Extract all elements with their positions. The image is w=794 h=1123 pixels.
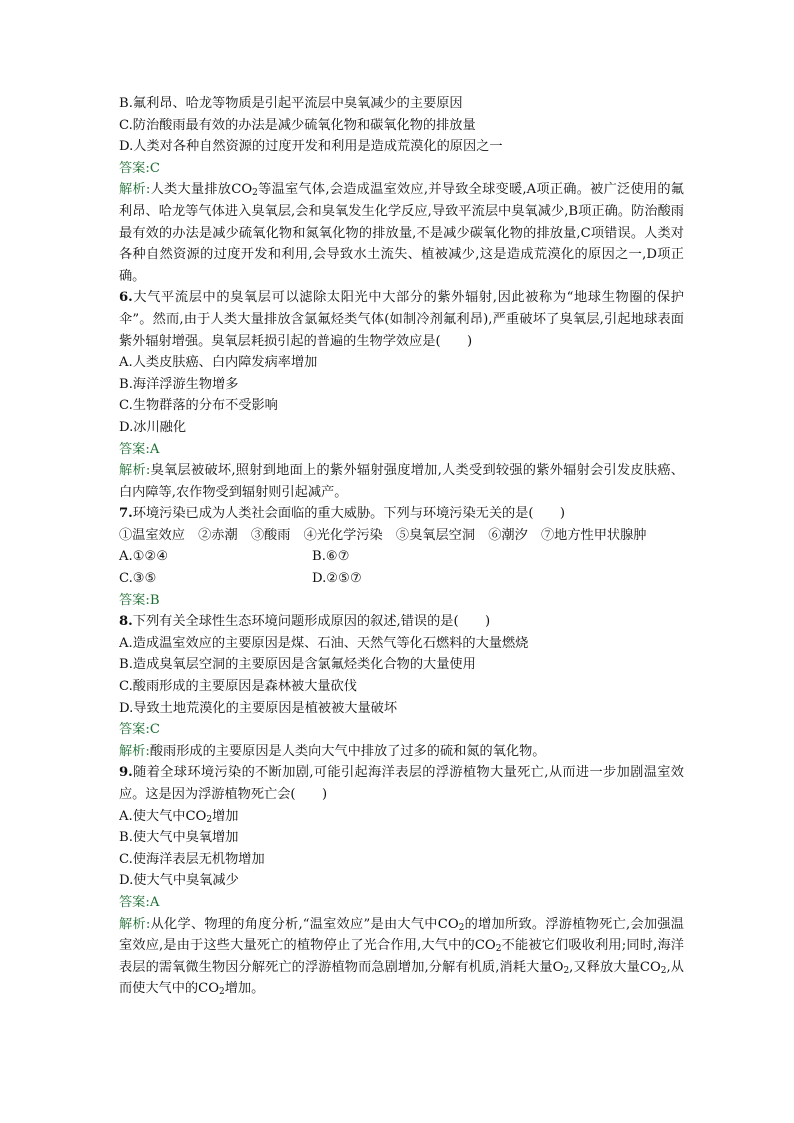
q7-answer: 答案:B <box>119 592 160 608</box>
q9-option-a-text-a: A.使大气中CO <box>119 808 207 824</box>
q8-option-c: C.酸雨形成的主要原因是森林被大量砍伐 <box>119 679 357 695</box>
q5-option-d: D.人类对各种自然资源的过度开发和利用是造成荒漠化的原因之一 <box>119 139 503 155</box>
q5-option-c: C.防治酸雨最有效的办法是减少硫氧化物和碳氧化物的排放量 <box>119 117 476 133</box>
q7-number: 7. <box>119 506 133 522</box>
q9-stem-text: 随着全球环境污染的不断加剧,可能引起海洋表层的浮游植物大量死亡,从而进一步加剧温室效应。这是因为浮游植物死亡会( ) <box>119 765 684 802</box>
q5-explanation-text-b: 等温室气体,会造成温室效应,并导致全球变暖,A项正确。被广泛使用的氟利昂、哈龙等气体进入臭氧层,会和臭氧发生化学反应,导致平流层中臭氧减少,B项正确。防治酸雨最有效的办法是减少硫氧化物和氮氧化物的排放量,不是减少碳氧化物的排放量,C项错误。人类对各种自然资源的过度开发和利用,会导致水土流失、植被减少,这是造成荒漠化的原因之一,D项正确。 <box>119 182 684 284</box>
q6-explanation-text: 臭氧层被破坏,照射到地面上的紫外辐射强度增加,人类受到较强的紫外辐射会引发皮肤癌、白内障等,农作物受到辐射则引起减产。 <box>119 463 684 500</box>
q8-explanation-label: 解析: <box>119 743 150 759</box>
q9-explanation-part-1: 从化学、物理的角度分析,“温室效应”是由大气中CO <box>150 916 459 932</box>
q7-option-b: B.⑥⑦ <box>312 549 350 565</box>
q5-option-b: B.氟利昂、哈龙等物质是引起平流层中臭氧减少的主要原因 <box>119 96 463 111</box>
subscript-2: 2 <box>219 987 225 998</box>
q6-answer: 答案:A <box>119 441 160 457</box>
q9-option-b: B.使大气中臭氧增加 <box>119 830 239 846</box>
q8-explanation-text: 酸雨形成的主要原因是人类向大气中排放了过多的硫和氮的氧化物。 <box>149 743 546 759</box>
document-page <box>119 93 684 1000</box>
q9-number: 9. <box>119 765 133 781</box>
subscript-2: 2 <box>206 814 213 825</box>
q6-option-c: C.生物群落的分布不受影响 <box>119 398 278 414</box>
q9-explanation-part-5: ,从而使大气中的CO <box>119 959 684 997</box>
q8-option-b: B.造成臭氧层空洞的主要原因是含氯氟烃类化合物的大量使用 <box>119 657 476 673</box>
q7-option-d: D.②⑤⑦ <box>312 571 362 587</box>
q6-number: 6. <box>119 290 133 306</box>
q6-explanation-label: 解析: <box>119 463 151 479</box>
q8-number: 8. <box>119 614 133 630</box>
q5-answer: 答案:C <box>119 160 160 176</box>
q7-options-row-2 <box>119 568 684 590</box>
q8-stem-text: 下列有关全球性生态环境问题形成原因的叙述,错误的是( ) <box>132 614 491 630</box>
q6-stem <box>119 287 684 352</box>
q6-option-b: B.海洋浮游生物增多 <box>119 376 239 392</box>
q9-explanation-part-2: 的增加所致。浮游植物死亡,会加强温室效应,是由于这些大量死亡的植物停止了光合作用,大气中的CO <box>119 916 684 954</box>
q8-stem <box>119 611 684 633</box>
q8-option-d: D.导致土地荒漠化的主要原因是植被被大量破坏 <box>119 700 398 716</box>
q7-option-c: C.③⑤ <box>119 571 157 587</box>
q5-explanation <box>119 179 684 287</box>
q9-stem <box>119 762 684 805</box>
q9-explanation-part-6: 增加。 <box>224 981 265 997</box>
subscript-2: 2 <box>252 188 258 199</box>
q7-options-row-1 <box>119 546 684 568</box>
q5-explanation-text-a: 人类大量排放CO <box>150 182 253 198</box>
q7-stem-text: 环境污染已成为人类社会面临的重大威胁。下列与环境污染无关的是( ) <box>132 506 566 522</box>
q6-option-a: A.人类皮肤癌、白内障发病率增加 <box>119 355 318 371</box>
q6-option-d: D.冰川融化 <box>119 419 187 435</box>
q7-items: ①温室效应 ②赤潮 ③酸雨 ④光化学污染 ⑤臭氧层空洞 ⑥潮汐 ⑦地方性甲状腺肿 <box>119 527 647 543</box>
q9-option-c: C.使海洋表层无机物增加 <box>119 851 265 867</box>
q6-stem-text: 大气平流层中的臭氧层可以滤除太阳光中大部分的紫外辐射,因此被称为“地球生物圈的保护伞”。然而,由于人类大量排放含氯氟烃类气体(如制冷剂氟利昂),严重破坏了臭氧层,引起地球表面紫外辐射增强。臭氧层耗损引起的普遍的生物学效应是( ) <box>119 290 684 349</box>
q9-option-d: D.使大气中臭氧减少 <box>119 873 239 889</box>
q9-explanation-part-3: 不能被它们吸收利用;同时,海洋表层的需氧微生物因分解死亡的浮游植物而急剧增加,分解有机质,消耗大量O <box>119 938 684 975</box>
q6-explanation <box>119 460 684 503</box>
q8-answer: 答案:C <box>119 722 160 738</box>
subscript-2: 2 <box>563 965 570 976</box>
q5-explanation-label: 解析: <box>119 182 151 198</box>
q9-explanation-label: 解析: <box>119 916 151 932</box>
q7-stem <box>119 503 684 525</box>
q8-option-a: A.造成温室效应的主要原因是煤、石油、天然气等化石燃料的大量燃烧 <box>119 635 529 651</box>
subscript-2: 2 <box>495 944 502 955</box>
q9-answer: 答案:A <box>119 894 160 910</box>
q9-option-a <box>119 806 684 828</box>
subscript-2: 2 <box>458 922 465 933</box>
q7-option-a: A.①②④ <box>119 549 169 565</box>
q9-explanation-part-4: ,又释放大量CO <box>569 959 661 975</box>
subscript-2: 2 <box>660 965 667 976</box>
q8-explanation <box>119 741 684 763</box>
q9-explanation <box>119 914 684 1000</box>
q9-option-a-text-b: 增加 <box>212 808 239 824</box>
